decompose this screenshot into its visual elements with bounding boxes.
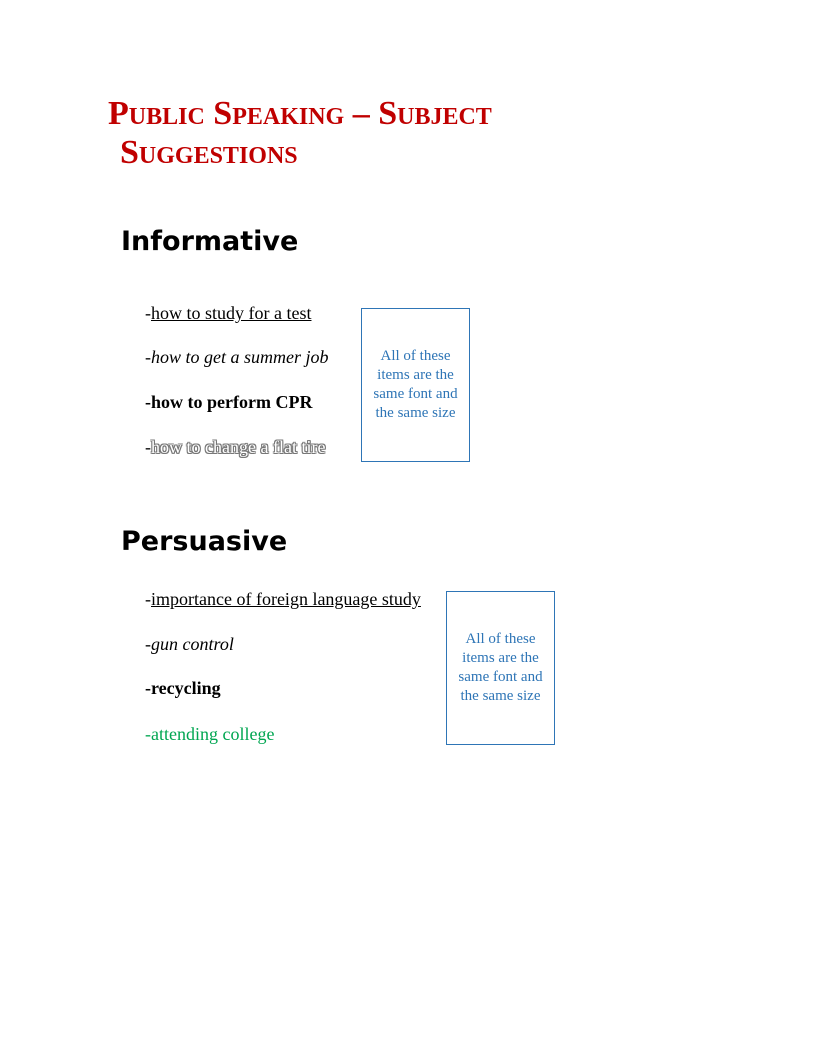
persuasive-note-text: All of these items are the same font and the same size	[458, 631, 543, 704]
item-text: how to get a summer job	[151, 347, 329, 367]
item-dash: -	[145, 303, 151, 323]
informative-item-2	[145, 346, 329, 368]
persuasive-item-1	[145, 588, 421, 610]
persuasive-item-4	[145, 723, 274, 745]
item-dash: -	[145, 634, 151, 654]
item-dash: -	[145, 724, 151, 744]
item-dash: -	[145, 678, 151, 698]
informative-heading: Informative	[121, 226, 299, 257]
item-text: recycling	[151, 678, 221, 698]
item-text: attending college	[151, 724, 275, 744]
informative-item-3	[145, 391, 312, 413]
item-text: how to perform CPR	[151, 392, 313, 412]
informative-note-box	[361, 308, 470, 462]
item-text: how to change a flat tire	[151, 437, 326, 457]
item-dash: -	[145, 347, 151, 367]
persuasive-item-3	[145, 677, 221, 699]
item-dash: -	[145, 437, 151, 457]
persuasive-note-box	[446, 591, 555, 745]
item-text: gun control	[151, 634, 234, 654]
persuasive-heading: Persuasive	[121, 526, 288, 557]
persuasive-item-2	[145, 633, 234, 655]
informative-item-1	[145, 302, 311, 324]
item-text: importance of foreign language study	[151, 589, 421, 609]
item-dash: -	[145, 589, 151, 609]
item-dash: -	[145, 392, 151, 412]
informative-note-text: All of these items are the same font and the same size	[373, 348, 458, 421]
informative-item-4	[145, 436, 325, 458]
item-text: how to study for a test	[151, 303, 312, 323]
document-title	[108, 94, 492, 172]
document-title-line-2: Suggestions	[120, 134, 298, 171]
document-title-line-1: Public Speaking – Subject	[108, 95, 492, 132]
